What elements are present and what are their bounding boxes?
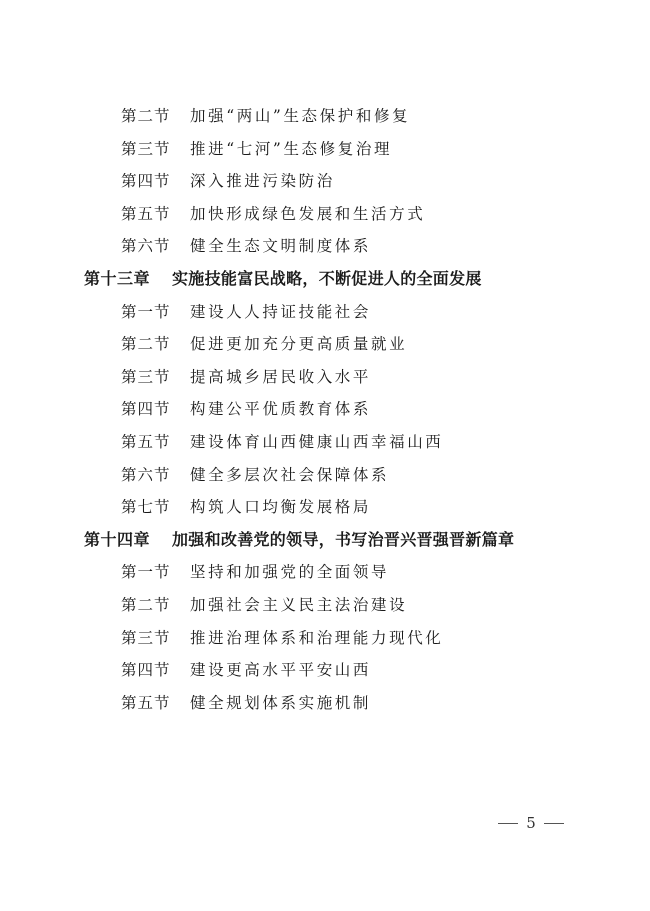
section-number: 第七节 [121, 498, 171, 517]
section-number: 第五节 [121, 432, 171, 451]
toc-chapter-heading [0, 524, 650, 557]
section-number: 第六节 [121, 237, 171, 256]
section-number: 第六节 [121, 465, 171, 484]
toc-section-entry [0, 133, 650, 166]
section-title: 构建公平优质教育体系 [190, 400, 372, 419]
toc-section-entry [0, 361, 650, 394]
section-title: 坚持和加强党的全面领导 [190, 563, 390, 582]
section-title: 加强社会主义民主法治建设 [190, 595, 408, 614]
toc-chapter-heading [0, 263, 650, 296]
section-number: 第一节 [121, 563, 171, 582]
toc-section-entry [0, 589, 650, 622]
section-title: 构筑人口均衡发展格局 [190, 498, 372, 517]
section-title: 建设人人持证技能社会 [190, 302, 372, 321]
toc-section-entry [0, 426, 650, 459]
chapter-title: 加强和改善党的领导，书写治晋兴晋强晋新篇章 [172, 529, 515, 549]
toc-section-entry [0, 687, 650, 720]
section-title: 建设更高水平平安山西 [190, 661, 372, 680]
section-title: 建设体育山西健康山西幸福山西 [190, 432, 444, 451]
section-title: 加快形成绿色发展和生活方式 [190, 204, 426, 223]
section-title: 推进治理体系和治理能力现代化 [190, 628, 444, 647]
page-number: 5 [526, 814, 536, 832]
toc-section-entry [0, 165, 650, 198]
footer-dash-left [498, 823, 518, 824]
toc-section-entry [0, 198, 650, 231]
toc-section-entry [0, 556, 650, 589]
section-number: 第三节 [121, 367, 171, 386]
section-title: 健全规划体系实施机制 [190, 693, 372, 712]
section-number: 第二节 [121, 107, 171, 125]
section-number: 第一节 [121, 302, 171, 321]
section-title: 健全多层次社会保障体系 [190, 465, 390, 484]
footer-dash-right [544, 823, 564, 824]
toc-section-entry [0, 296, 650, 329]
table-of-contents [0, 100, 650, 719]
section-title: 健全生态文明制度体系 [190, 237, 372, 256]
section-title: 推进“七河”生态修复治理 [190, 139, 393, 158]
toc-section-entry [0, 459, 650, 492]
toc-section-entry [0, 654, 650, 687]
section-title: 加强“两山”生态保护和修复 [190, 107, 411, 125]
section-number: 第四节 [121, 172, 171, 191]
toc-section-entry [0, 328, 650, 361]
section-number: 第四节 [121, 661, 171, 680]
section-number: 第五节 [121, 693, 171, 712]
toc-section-entry [0, 491, 650, 524]
page-footer [490, 812, 570, 836]
section-title: 提高城乡居民收入水平 [190, 367, 372, 386]
chapter-number: 第十三章 [84, 268, 151, 288]
toc-section-entry [0, 230, 650, 263]
chapter-number: 第十四章 [84, 529, 151, 549]
section-number: 第三节 [121, 628, 171, 647]
toc-section-entry [0, 100, 650, 133]
section-title: 深入推进污染防治 [190, 172, 335, 191]
toc-section-entry [0, 393, 650, 426]
section-number: 第二节 [121, 595, 171, 614]
section-title: 促进更加充分更高质量就业 [190, 335, 408, 354]
section-number: 第四节 [121, 400, 171, 419]
toc-section-entry [0, 622, 650, 655]
chapter-title: 实施技能富民战略，不断促进人的全面发展 [172, 268, 482, 288]
section-number: 第三节 [121, 139, 171, 158]
section-number: 第二节 [121, 335, 171, 354]
section-number: 第五节 [121, 204, 171, 223]
